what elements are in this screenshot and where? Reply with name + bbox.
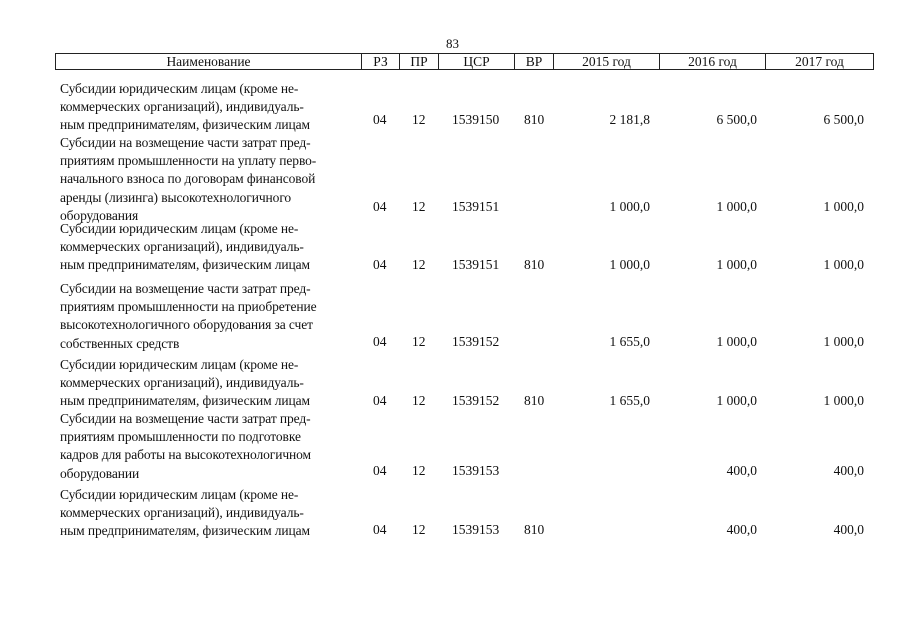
row-name-line: Субсидии юридическим лицам (кроме не- bbox=[60, 81, 299, 96]
cell-rz: 04 bbox=[373, 257, 387, 272]
cell-csr: 1539152 bbox=[452, 334, 500, 349]
row-name-line: коммерческих организаций), индивидуаль- bbox=[60, 505, 304, 521]
cell-vr: 810 bbox=[524, 393, 545, 408]
row-name-line: ным предпринимателям, физическим лицам bbox=[60, 523, 311, 539]
row-name bbox=[60, 280, 360, 353]
row-name-line: ным предпринимателям, физическим лицам bbox=[60, 393, 311, 409]
page-number: 83 bbox=[446, 36, 459, 51]
row-name-line: оборудовании bbox=[60, 465, 140, 481]
cell-2015: 1 000,0 bbox=[609, 257, 650, 272]
cell-pr: 12 bbox=[412, 112, 426, 127]
cell-pr: 12 bbox=[412, 257, 426, 272]
cell-rz: 04 bbox=[373, 522, 387, 537]
cell-2016: 1 000,0 bbox=[716, 393, 757, 408]
row-name-line: кадров для работы на высокотехнологичном bbox=[60, 447, 311, 463]
cell-2016: 400,0 bbox=[726, 522, 757, 537]
row-name-line: высокотехнологичного оборудования за счет bbox=[60, 317, 313, 333]
cell-2017: 1 000,0 bbox=[823, 334, 864, 349]
cell-pr: 12 bbox=[412, 393, 426, 408]
cell-2017: 1 000,0 bbox=[823, 393, 864, 408]
cell-2016: 1 000,0 bbox=[716, 257, 757, 272]
row-name-line: аренды (лизинга) высокотехнологичного bbox=[60, 189, 292, 205]
row-name-line: коммерческих организаций), индивидуаль- bbox=[60, 239, 304, 255]
cell-rz: 04 bbox=[373, 199, 387, 214]
cell-csr: 1539151 bbox=[452, 199, 500, 214]
cell-2015: 1 000,0 bbox=[609, 199, 650, 214]
header-csr: ЦСР bbox=[439, 54, 515, 70]
cell-vr: 810 bbox=[524, 522, 545, 537]
cell-2015: 2 181,8 bbox=[609, 112, 650, 127]
cell-2017: 6 500,0 bbox=[823, 112, 864, 127]
row-name-line: Субсидии на возмещение части затрат пред- bbox=[60, 135, 311, 150]
cell-2017: 400,0 bbox=[833, 522, 864, 537]
row-name bbox=[60, 356, 360, 411]
cell-2017: 1 000,0 bbox=[823, 199, 864, 214]
cell-csr: 1539152 bbox=[452, 393, 500, 408]
header-vr: ВР bbox=[515, 54, 554, 70]
row-name-line: собственных средств bbox=[60, 335, 180, 351]
row-name-line: Субсидии юридическим лицам (кроме не- bbox=[60, 357, 299, 372]
cell-csr: 1539153 bbox=[452, 522, 500, 537]
cell-2017: 400,0 bbox=[833, 463, 864, 478]
cell-pr: 12 bbox=[412, 334, 426, 349]
row-name-line: коммерческих организаций), индивидуаль- bbox=[60, 375, 304, 391]
cell-rz: 04 bbox=[373, 463, 387, 478]
row-name-line: приятиям промышленности на приобретение bbox=[60, 299, 317, 315]
row-name bbox=[60, 220, 360, 275]
row-name-line: Субсидии на возмещение части затрат пред- bbox=[60, 281, 311, 296]
cell-csr: 1539153 bbox=[452, 463, 500, 478]
row-name-line: приятиям промышленности на уплату перво- bbox=[60, 153, 317, 169]
cell-csr: 1539151 bbox=[452, 257, 500, 272]
row-name-line: приятиям промышленности по подготовке bbox=[60, 429, 301, 445]
row-name-line: коммерческих организаций), индивидуаль- bbox=[60, 99, 304, 115]
cell-2015: 1 655,0 bbox=[609, 334, 650, 349]
cell-pr: 12 bbox=[412, 522, 426, 537]
row-name-line: ным предпринимателям, физическим лицам bbox=[60, 117, 311, 133]
cell-pr: 12 bbox=[412, 199, 426, 214]
row-name bbox=[60, 410, 360, 483]
cell-pr: 12 bbox=[412, 463, 426, 478]
cell-2017: 1 000,0 bbox=[823, 257, 864, 272]
cell-2016: 400,0 bbox=[726, 463, 757, 478]
header-name: Наименование bbox=[56, 54, 362, 70]
cell-vr: 810 bbox=[524, 257, 545, 272]
row-name-line: оборудования bbox=[60, 207, 139, 223]
cell-rz: 04 bbox=[373, 393, 387, 408]
row-name-line: Субсидии юридическим лицам (кроме не- bbox=[60, 221, 299, 236]
cell-2015: 1 655,0 bbox=[609, 393, 650, 408]
cell-vr: 810 bbox=[524, 112, 545, 127]
row-name-line: Субсидии на возмещение части затрат пред- bbox=[60, 411, 311, 426]
row-name-line: Субсидии юридическим лицам (кроме не- bbox=[60, 487, 299, 502]
header-rz: РЗ bbox=[362, 54, 400, 70]
cell-rz: 04 bbox=[373, 334, 387, 349]
row-name-line: ным предпринимателям, физическим лицам bbox=[60, 257, 311, 273]
header-2015: 2015 год bbox=[554, 54, 660, 70]
cell-2016: 1 000,0 bbox=[716, 199, 757, 214]
row-name-line: начального взноса по договорам финансовой bbox=[60, 171, 316, 187]
cell-2016: 6 500,0 bbox=[716, 112, 757, 127]
cell-rz: 04 bbox=[373, 112, 387, 127]
cell-csr: 1539150 bbox=[452, 112, 500, 127]
header-pr: ПР bbox=[400, 54, 439, 70]
row-name bbox=[60, 134, 360, 225]
row-name bbox=[60, 80, 360, 135]
header-2017: 2017 год bbox=[766, 54, 874, 70]
header-2016: 2016 год bbox=[660, 54, 766, 70]
row-name bbox=[60, 486, 360, 541]
cell-2016: 1 000,0 bbox=[716, 334, 757, 349]
